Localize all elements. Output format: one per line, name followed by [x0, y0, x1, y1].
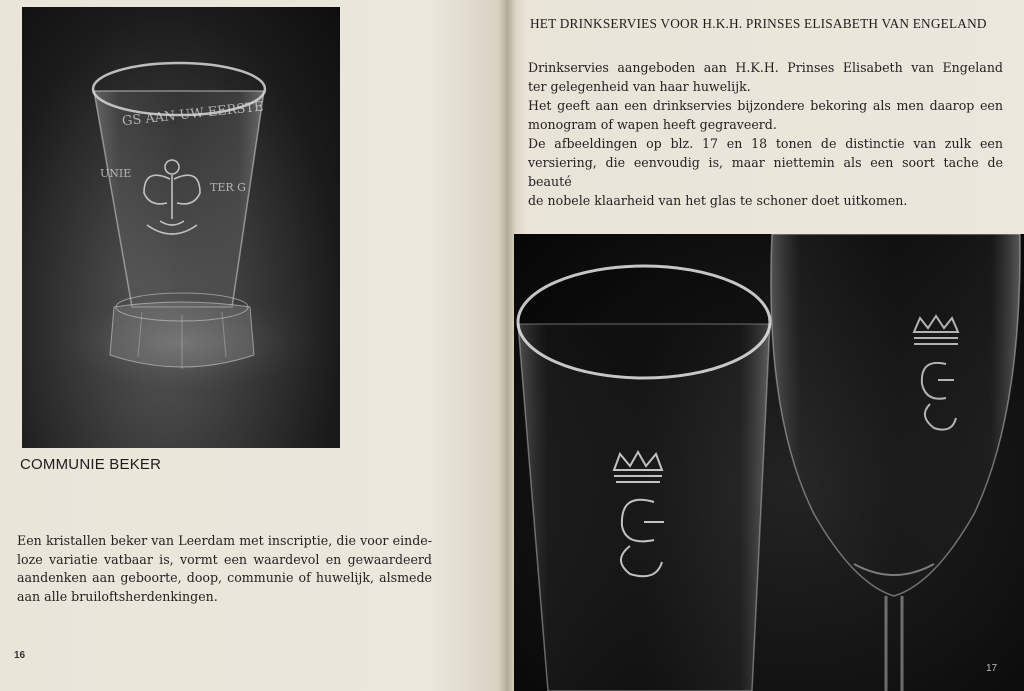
right-body-text [528, 58, 1003, 210]
body-line: De afbeeldingen op blz. 17 en 18 tonen de distinctie van zulk een [528, 136, 1003, 151]
tumbler-glass [518, 266, 770, 691]
caption-title: COMMUNIE BEKER [20, 456, 162, 473]
engraved-right-text: TER G [210, 181, 246, 194]
left-body-text [17, 532, 432, 606]
drinking-glasses-photo [514, 234, 1024, 691]
body-line: aandenken aan geboorte, doop, communie of huwelijk, alsmede [17, 570, 432, 586]
body-line: monogram of wapen heeft gegraveerd. [528, 117, 777, 132]
page-heading: HET DRINKSERVIES VOOR H.K.H. PRINSES ELISABETH VAN ENGELAND [530, 16, 987, 31]
body-line: de nobele klaarheid van het glas te schoner doet uitkomen. [528, 193, 908, 208]
body-line: Het geeft aan een drinkservies bijzondere bekoring als men daarop een [528, 98, 1003, 113]
communion-beaker-photo [22, 7, 340, 448]
wine-glass [771, 234, 1020, 691]
body-line: ter gelegenheid van haar huwelijk. [528, 79, 751, 94]
body-line: aan alle bruiloftsherdenkingen. [17, 588, 218, 604]
body-line: loze variatie vatbaar is, vormt een waardevol en gewaardeerd [17, 551, 432, 567]
body-line: Drinkservies aangeboden aan H.K.H. Prinses Elisabeth van Engeland [528, 60, 1003, 75]
page-number-right: 17 [986, 663, 998, 674]
body-line: versiering, die eenvoudig is, maar niettemin als een soort tache de beauté [528, 155, 1003, 189]
page-number-left: 16 [14, 650, 26, 661]
engraved-top-text: GS AAN UW EERSTE [121, 99, 265, 130]
engraved-left-text: UNIE [100, 167, 132, 180]
body-line: Een kristallen beker van Leerdam met inscriptie, die voor einde- [17, 533, 432, 548]
